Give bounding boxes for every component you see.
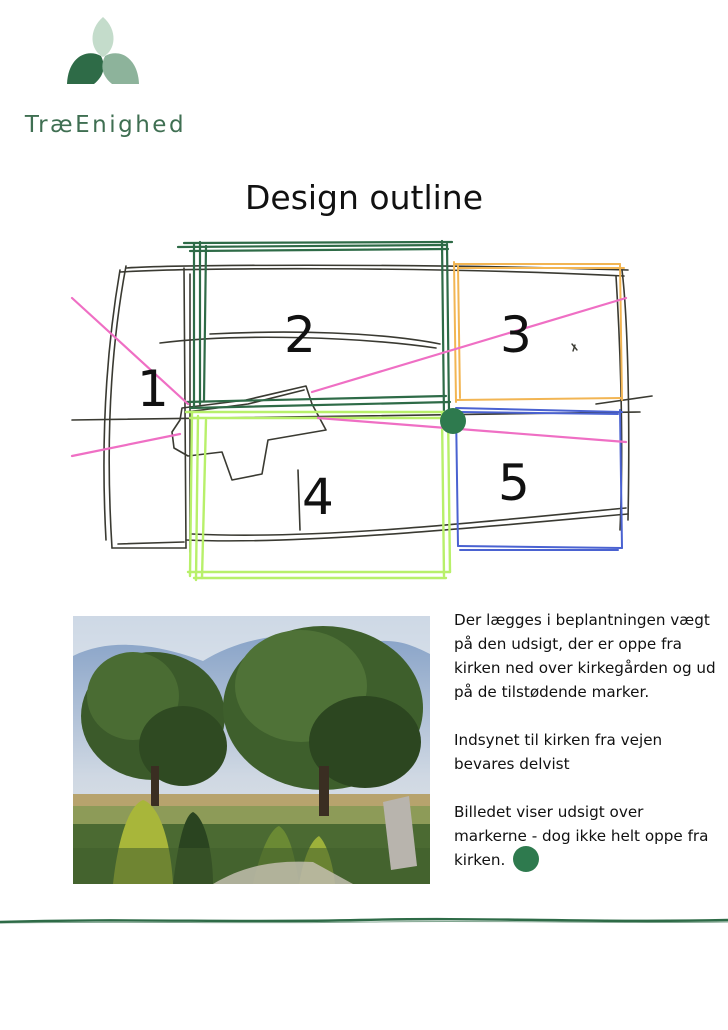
brand-name: TræEnighed xyxy=(24,112,187,138)
footer-divider xyxy=(0,914,728,928)
zone-label-5: 5 xyxy=(498,454,530,512)
viewpoint-marker-icon xyxy=(440,408,466,434)
zone-label-4: 4 xyxy=(302,468,334,526)
description-text xyxy=(454,608,716,872)
brand-logo xyxy=(18,16,193,138)
tree-mark-icon xyxy=(572,344,577,351)
leaf-logo-icon xyxy=(66,16,146,88)
zone-3-outline xyxy=(454,262,624,402)
description-paragraph-3-text: Billedet viser udsigt over markerne - dog ikke helt oppe fra kirken. xyxy=(454,803,709,869)
churchyard-view-image xyxy=(73,616,430,884)
zone-label-1: 1 xyxy=(137,360,169,418)
zone-5-outline xyxy=(456,408,622,550)
description-paragraph-3 xyxy=(454,800,716,872)
description-paragraph-2: Indsynet til kirken fra vejen bevares delvist xyxy=(454,731,663,773)
churchyard-photo xyxy=(73,616,430,884)
description-paragraph-1: Der lægges i beplantningen vægt på den udsigt, der er oppe fra kirken ned over kirkegården og ud på de tilstødende marker. xyxy=(454,611,716,701)
zone-label-2: 2 xyxy=(284,306,316,364)
design-outline-sketch xyxy=(68,232,660,584)
zone-label-3: 3 xyxy=(500,306,532,364)
page-title: Design outline xyxy=(244,178,484,218)
viewpoint-legend-icon xyxy=(513,846,539,872)
